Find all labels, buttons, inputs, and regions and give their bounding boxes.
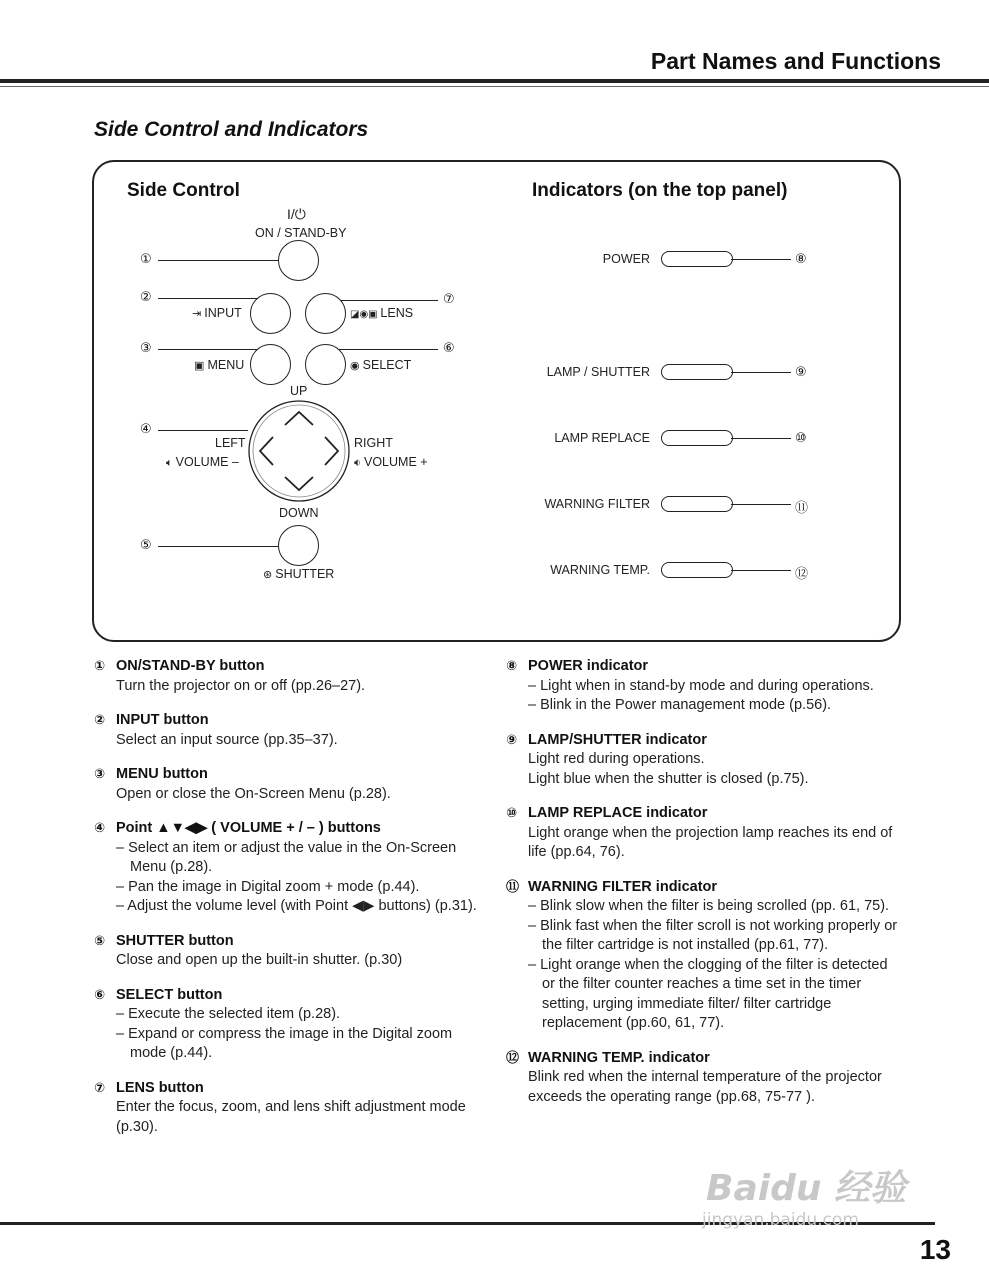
callout-1-line [158, 260, 278, 261]
description-heading [94, 711, 478, 731]
description-text: Light red during operations. [528, 751, 705, 767]
on-standby-label: ON / STAND-BY [255, 226, 347, 240]
power-symbol: I/⏻ [287, 206, 306, 222]
description-heading [506, 878, 898, 898]
description-title: SHUTTER button [116, 932, 234, 949]
menu-icon: ▣ [194, 360, 208, 372]
description-heading [506, 804, 898, 824]
indicator-warning-temp-lamp [661, 562, 733, 578]
description-item [94, 986, 478, 1064]
description-text: Enter the focus, zoom, and lens shift adjustment mode (p.30). [116, 1099, 466, 1135]
description-heading [506, 657, 898, 677]
description-title: Point ▲▼◀▶ ( VOLUME + / – ) buttons [116, 820, 381, 836]
select-label-wrap [350, 358, 411, 372]
volume-plus-wrap [354, 455, 428, 470]
description-title: POWER indicator [528, 658, 649, 674]
description-bullet: – Blink slow when the filter is being scrolled (pp. 61, 75). [528, 898, 890, 914]
description-heading [94, 657, 478, 677]
description-title: WARNING FILTER indicator [528, 878, 718, 895]
callout-8-line [731, 259, 791, 260]
header-rule [0, 79, 989, 83]
description-heading [94, 932, 478, 952]
watermark-logo: Baidu 经验 [706, 1168, 907, 1209]
description-bullet: – Adjust the volume level (with Point ◀▶ buttons) (p.31). [116, 898, 477, 914]
callout-2: ② [140, 290, 152, 305]
callout-6: ⑥ [443, 341, 455, 356]
shutter-button[interactable] [278, 525, 319, 566]
callout-7: ⑦ [443, 292, 455, 307]
description-item [94, 819, 478, 917]
description-number: ⑨ [506, 732, 518, 748]
shutter-label: SHUTTER [275, 567, 335, 581]
description-title: MENU button [116, 766, 208, 782]
description-item [94, 932, 478, 971]
description-item [506, 657, 898, 716]
description-bullet: – Light orange when the clogging of the filter is detected or the filter counter reaches a time set in the timer setting, urging immediate filter/ filter cartridge replacement (pp.60, 61, 77). [528, 956, 888, 1031]
description-number: ⑩ [506, 806, 518, 821]
description-number: ⑤ [94, 933, 106, 949]
volume-minus-wrap [166, 455, 239, 470]
description-item [94, 765, 478, 804]
description-heading [506, 1049, 898, 1069]
menu-label: MENU [207, 358, 245, 372]
on-standby-button[interactable] [278, 240, 319, 281]
indicator-warning-temp-label: WARNING TEMP. [550, 563, 650, 577]
callout-4-line [158, 430, 248, 431]
callout-7-line [335, 300, 438, 301]
description-number: ④ [94, 821, 106, 836]
description-item [94, 711, 478, 750]
lens-button[interactable] [305, 293, 346, 334]
indicators-heading: Indicators (on the top panel) [532, 180, 788, 201]
description-bullet: – Expand or compress the image in the Digital zoom mode (p.44). [116, 1025, 453, 1061]
description-item [506, 804, 898, 863]
description-text: Select an input source (pp.35–37). [116, 731, 338, 748]
volume-plus-label: VOLUME + [364, 455, 428, 469]
description-heading [94, 819, 478, 839]
callout-12: ⑫ [795, 567, 809, 582]
callout-11: ⑪ [795, 501, 809, 516]
description-bullet: – Light when in stand-by mode and during operations. [528, 677, 874, 694]
callout-5: ⑤ [140, 538, 152, 553]
lens-label-wrap [350, 306, 413, 320]
left-label: LEFT [215, 436, 246, 450]
description-bullet: – Pan the image in Digital zoom + mode (p.44). [116, 878, 420, 895]
input-icon: ⇥ [192, 308, 205, 320]
description-text: Open or close the On-Screen Menu (p.28). [116, 785, 391, 802]
description-bullet: – Blink in the Power management mode (p.56). [528, 697, 832, 713]
page-number: 13 [919, 1234, 951, 1265]
indicator-warning-filter-lamp [661, 496, 733, 512]
watermark-url: jingyan.baidu.com [702, 1210, 859, 1230]
description-text: Blink red when the internal temperature of the projector exceeds the operating range (pp.68, 75-77 ). [528, 1069, 882, 1105]
description-text: Turn the projector on or off (pp.26–27). [116, 677, 366, 694]
menu-button[interactable] [250, 344, 291, 385]
volume-minus-label: VOLUME – [175, 455, 239, 469]
indicator-lamp-replace-label: LAMP REPLACE [554, 431, 650, 445]
indicator-lamp-replace-lamp [661, 430, 733, 446]
callout-6-line [335, 349, 438, 350]
indicator-lamp-shutter-lamp [661, 364, 733, 380]
descriptions-left [94, 657, 478, 1152]
descriptions-right [506, 657, 898, 1122]
callout-3-line [158, 349, 258, 350]
callout-4: ④ [140, 422, 152, 437]
description-heading [506, 731, 898, 751]
shutter-label-wrap [263, 567, 334, 581]
description-text: Light blue when the shutter is closed (p.75). [528, 770, 809, 787]
shutter-icon: ⊛ [263, 569, 276, 581]
description-item [506, 1049, 898, 1108]
description-item [94, 1079, 478, 1138]
speaker-icon: 🔈︎ [166, 457, 176, 469]
description-item [506, 878, 898, 1034]
description-item [506, 731, 898, 790]
input-button[interactable] [250, 293, 291, 334]
description-heading [94, 986, 478, 1006]
description-number: ⑥ [94, 987, 106, 1003]
description-bullet: – Execute the selected item (p.28). [116, 1006, 341, 1022]
description-number: ② [94, 713, 106, 728]
speaker-icon-right: 🔉︎ [354, 457, 364, 469]
side-control-heading: Side Control [127, 180, 240, 201]
callout-10: ⑩ [795, 431, 807, 446]
description-heading [94, 1079, 478, 1099]
description-number: ⑫ [506, 1050, 520, 1066]
select-button[interactable] [305, 344, 346, 385]
description-title: WARNING TEMP. indicator [528, 1049, 710, 1066]
callout-1: ① [140, 252, 152, 267]
description-title: LENS button [116, 1079, 204, 1096]
input-label: INPUT [204, 306, 242, 320]
description-number: ③ [94, 767, 106, 782]
header-rule-thin [0, 86, 989, 87]
section-title: Side Control and Indicators [94, 118, 369, 141]
callout-11-line [731, 504, 791, 505]
input-label-wrap [192, 306, 242, 320]
indicator-lamp-shutter-label: LAMP / SHUTTER [546, 365, 650, 379]
description-number: ① [94, 659, 106, 674]
indicator-warning-filter-label: WARNING FILTER [544, 497, 650, 511]
description-title: ON/STAND-BY button [116, 658, 265, 674]
description-item [94, 657, 478, 696]
callout-12-line [731, 570, 791, 571]
description-number: ⑧ [506, 659, 518, 674]
description-title: LAMP REPLACE indicator [528, 805, 708, 821]
callout-3: ③ [140, 341, 152, 356]
dpad[interactable] [247, 399, 351, 503]
page-header-title: Part Names and Functions [650, 48, 941, 74]
callout-10-line [731, 438, 791, 439]
description-bullet: – Select an item or adjust the value in the On-Screen Menu (p.28). [116, 839, 457, 875]
callout-9: ⑨ [795, 365, 807, 380]
select-label: SELECT [362, 358, 412, 372]
description-text: Close and open up the built-in shutter. (p.30) [116, 952, 403, 968]
description-title: LAMP/SHUTTER indicator [528, 731, 707, 748]
description-text: Light orange when the projection lamp reaches its end of life (pp.64, 76). [528, 824, 893, 860]
indicator-power-lamp [661, 251, 733, 267]
lens-icons: ◪◉▣ [350, 309, 381, 320]
select-icon: ◉ [350, 360, 363, 372]
callout-2-line [158, 298, 258, 299]
description-number: ⑪ [506, 879, 520, 895]
description-bullet: – Blink fast when the filter scroll is not working properly or the filter cartridge is not installed (pp.61, 77). [528, 917, 898, 953]
up-label: UP [290, 384, 308, 398]
description-title: SELECT button [116, 986, 223, 1003]
right-label: RIGHT [354, 436, 393, 450]
callout-8: ⑧ [795, 252, 807, 267]
callout-5-line [158, 546, 278, 547]
menu-label-wrap [194, 358, 244, 372]
description-number: ⑦ [94, 1080, 106, 1096]
callout-9-line [731, 372, 791, 373]
indicator-power-label: POWER [602, 252, 650, 266]
lens-label: LENS [380, 306, 414, 320]
down-label: DOWN [279, 506, 319, 520]
description-heading [94, 765, 478, 785]
description-title: INPUT button [116, 712, 209, 728]
